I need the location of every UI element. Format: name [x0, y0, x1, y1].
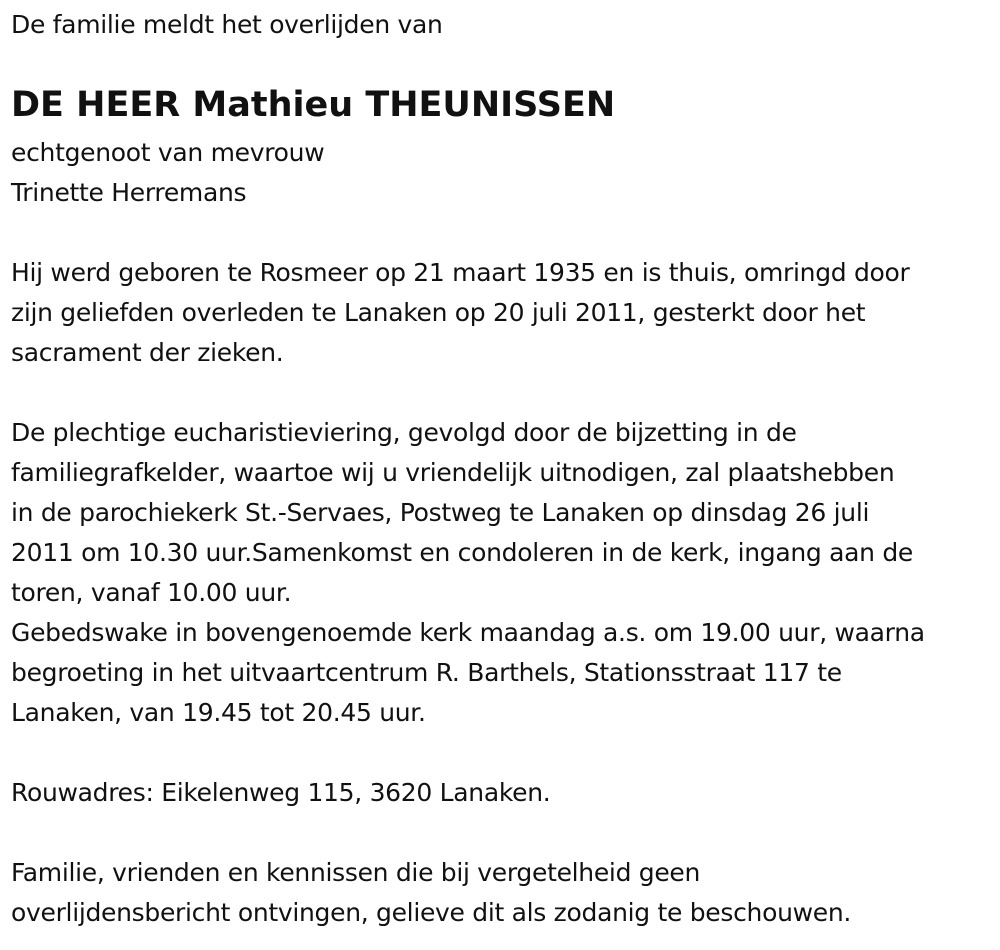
address-line: Rouwadres: Eikelenweg 115, 3620 Lanaken.: [11, 778, 551, 807]
mourning-address: [11, 773, 550, 813]
paragraph-line: De plechtige eucharistieviering, gevolgd door de bijzetting in de: [11, 418, 797, 447]
ceremony-paragraph: [11, 413, 925, 733]
spouse-section: [11, 133, 324, 213]
paragraph-line: toren, vanaf 10.00 uur.: [11, 578, 292, 607]
intro-text: De familie meldt het overlijden van: [11, 10, 443, 39]
paragraph-line: overlijdensbericht ontvingen, gelieve dit als zodanig te beschouwen.: [11, 898, 852, 927]
paragraph-line: Lanaken, van 19.45 tot 20.45 uur.: [11, 698, 426, 727]
paragraph-line: zijn geliefden overleden te Lanaken op 20 juli 2011, gesterkt door het: [11, 298, 866, 327]
closing-paragraph: [11, 853, 851, 933]
paragraph-line: 2011 om 10.30 uur.Samenkomst en condoleren in de kerk, ingang aan de: [11, 538, 914, 567]
paragraph-line: in de parochiekerk St.-Servaes, Postweg te Lanaken op dinsdag 26 juli: [11, 498, 870, 527]
spouse-line: echtgenoot van mevrouw: [11, 138, 325, 167]
paragraph-line: familiegrafkelder, waartoe wij u vriendelijk uitnodigen, zal plaatshebben: [11, 458, 895, 487]
paragraph-line: sacrament der zieken.: [11, 338, 284, 367]
paragraph-line: Gebedswake in bovengenoemde kerk maandag a.s. om 19.00 uur, waarna: [11, 618, 925, 647]
deceased-name: DE HEER Mathieu THEUNISSEN: [11, 85, 616, 125]
birth-paragraph: [11, 253, 910, 373]
spouse-line: Trinette Herremans: [11, 178, 247, 207]
paragraph-line: Familie, vrienden en kennissen die bij vergetelheid geen: [11, 858, 701, 887]
paragraph-line: begroeting in het uitvaartcentrum R. Barthels, Stationsstraat 117 te: [11, 658, 842, 687]
paragraph-line: Hij werd geboren te Rosmeer op 21 maart 1935 en is thuis, omringd door: [11, 258, 910, 287]
